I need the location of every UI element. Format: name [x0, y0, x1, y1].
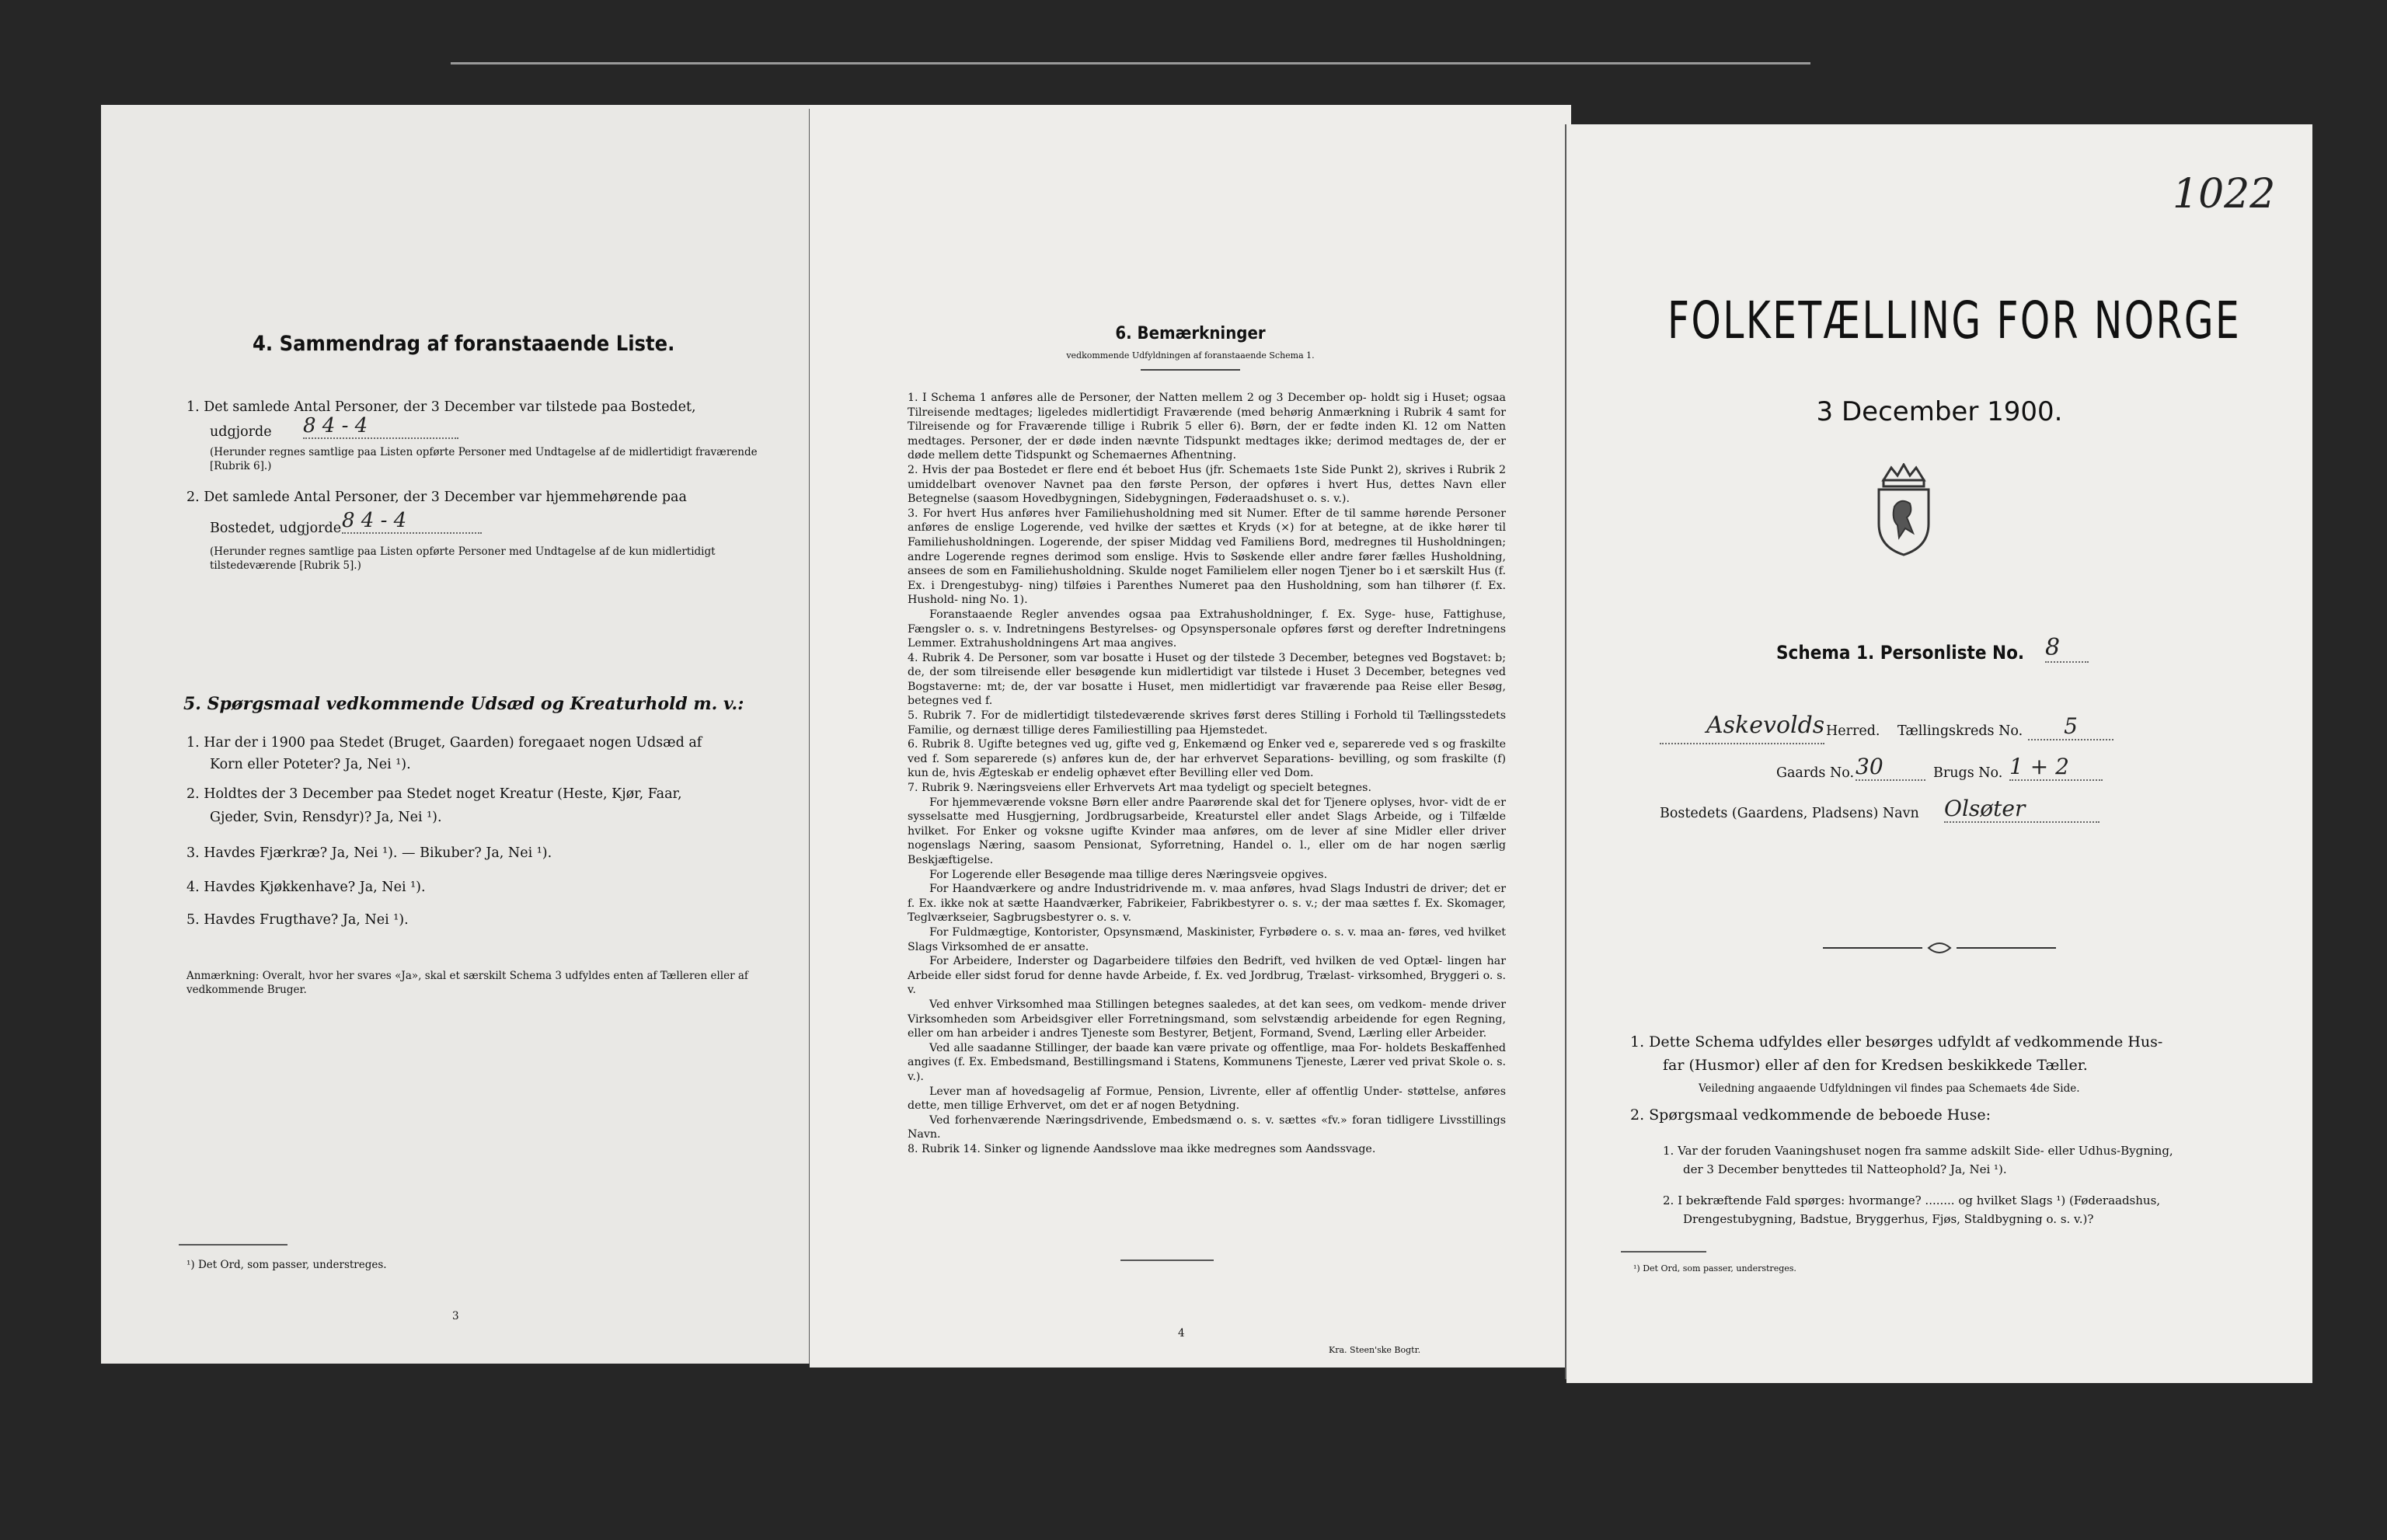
bosted-label: Bostedets (Gaardens, Pladsens) Navn: [1660, 806, 1919, 821]
instruction-1-guide: Veiledning angaaende Udfyldningen vil findes paa Schemaets 4de Side.: [1699, 1082, 2080, 1095]
question-1-answer: Korn eller Poteter? Ja, Nei ¹).: [210, 757, 411, 772]
remark-paragraph: 1. I Schema 1 anføres alle de Personer, der Natten mellem 2 og 3 December op- holdt sig i Huset; ogsaa Tilreisende medtages; ligeledes midlertidigt Fraværende (med behørig Anmærkning i Rubrik 4 samt for Tilreisende og for Fraværende tillige i Rubrik 5 eller 6). Børn, der er fødte inden Kl. 12 om Natten medtages. Personer, der er døde inden nævnte Tidspunkt medtages ikke; derimod medtages de, der er døde mellem dette Tidspunkt og Schemaernes Afhentning.: [908, 392, 1506, 462]
top-edge-rule: [451, 62, 1810, 64]
kreds-label: Tællingskreds No.: [1897, 723, 2023, 739]
census-date: 3 December 1900.: [1816, 396, 2063, 427]
herred-value: Askevolds: [1706, 712, 1825, 739]
remarks-subtitle: vedkommende Udfyldningen af foranstaaende Schema 1.: [1066, 350, 1315, 361]
page-number-left: 3: [452, 1310, 459, 1322]
brugs-label: Brugs No.: [1933, 765, 2003, 781]
summary-item-1-label: udgjorde: [210, 424, 272, 440]
brugs-value: 1 + 2: [2009, 754, 2103, 781]
remarks-title: 6. Bemærkninger: [1115, 324, 1266, 343]
question-4: 4. Havdes Kjøkkenhave? Ja, Nei ¹).: [186, 880, 426, 895]
house-question-2-cont: Drengestubygning, Badstue, Bryggerhus, Fjøs, Staldbygning o. s. v.)?: [1683, 1212, 2094, 1226]
schema-label: Schema 1. Personliste No.: [1776, 642, 2025, 664]
summary-item-2-note: (Herunder regnes samtlige paa Listen opførte Personer med Undtagelse af de kun midlertidigt tilstedeværende [Rubrik 5].): [210, 545, 716, 572]
page-left: [101, 105, 824, 1364]
remark-paragraph: 6. Rubrik 8. Ugifte betegnes ved ug, gifte ved g, Enkemænd og Enker ved e, separerede ved s og fraskilte ved f. Som separerede (s) anføres kun de, der har erhvervet Separations- bevilling, og som fraskilte (f) kun de, hvis Ægteskab er endelig ophævet efter Bevilling eller ved Dom.: [908, 738, 1506, 780]
remark-paragraph: 2. Hvis der paa Bostedet er flere end ét beboet Hus (jfr. Schemaets 1ste Side Punkt 2), skrives i Rubrik 2 umiddelbart ovenover Navnet paa den første Person, der opføres i hvert Hus, dettes Navn eller Betegnelse (saasom Hovedbygningen, Sidebygningen, Føderaadshuset o. s. v.).: [908, 463, 1506, 506]
printer-imprint: Kra. Steen'ske Bogtr.: [1329, 1345, 1421, 1355]
section5-title: 5. Spørgsmaal vedkommende Udsæd og Kreaturhold m. v.:: [183, 694, 744, 714]
main-title: FOLKETÆLLING FOR NORGE: [1667, 291, 2242, 350]
remark-paragraph: For Haandværkere og andre Industridrivende m. v. maa anføres, hvad Slags Industri de driver; det er f. Ex. ikke nok at sætte Haandværker, Fabrikeier, Fabrikbestyrer o. s. v.; der maa sættes f. Ex. Skomager, Teglværkseier, Sagbrugsbestyrer o. s. v.: [908, 883, 1506, 925]
footnote-rule: [179, 1244, 287, 1246]
remarks-list: [908, 391, 1506, 1156]
summary-item-1-value: 8 4 - 4: [303, 414, 458, 439]
remark: Anmærkning: Overalt, hvor her svares «Ja», skal et særskilt Schema 3 udfyldes enten af Tælleren eller af vedkommende Bruger.: [186, 970, 748, 996]
personliste-number: 8: [2045, 634, 2089, 663]
question-2-answer: Gjeder, Svin, Rensdyr)? Ja, Nei ¹).: [210, 810, 442, 825]
gaards-label: Gaards No.: [1776, 765, 1855, 781]
question-2: 2. Holdtes der 3 December paa Stedet noget Kreatur (Heste, Kjør, Faar,: [186, 786, 682, 802]
question-3: 3. Havdes Fjærkræ? Ja, Nei ¹). — Bikuber? Ja, Nei ¹).: [186, 845, 552, 861]
footnote-right: ¹) Det Ord, som passer, understreges.: [1633, 1263, 1796, 1273]
end-rule: [1120, 1260, 1214, 1261]
question-1: 1. Har der i 1900 paa Stedet (Bruget, Gaarden) foregaaet nogen Udsæd af: [186, 735, 702, 751]
kreds-value: 5: [2028, 713, 2113, 740]
summary-item-2-label: Bostedet, udgjorde: [210, 521, 342, 536]
ornament-divider: [1823, 939, 2056, 957]
remark-paragraph: For Logerende eller Besøgende maa tillige deres Næringsveie opgives.: [929, 868, 1328, 881]
subtitle-rule: [1141, 369, 1240, 371]
question-5: 5. Havdes Frugthave? Ja, Nei ¹).: [186, 912, 409, 928]
bosted-value: Olsøter: [1944, 796, 2100, 823]
gaards-value: 30: [1856, 754, 1925, 781]
house-question-2: 2. I bekræftende Fald spørges: hvormange? ........ og hvilket Slags ¹) (Føderaadshus,: [1663, 1193, 2161, 1207]
page-number-middle: 4: [1178, 1327, 1185, 1340]
remark-paragraph: 4. Rubrik 4. De Personer, som var bosatte i Huset og der tilstede 3 December, betegnes ved Bogstavet: b; de, der som tilreisende eller besøgende kun midlertidigt var tilstede i Huset 3 December, betegnes ved Bogstaverne: mt; de, der var bosatte i Huset, men midlertidigt var fraværende paa Reise eller Besøg, betegnes ved f.: [908, 651, 1506, 708]
remark-paragraph: For Arbeidere, Inderster og Dagarbeidere tilføies den Bedrift, ved hvilken de ved Optæl- lingen har Arbeide eller sidst forud for denne havde Arbeide, f. Ex. ved Jordbrug, Trælast- virksomhed, Bryggeri o. s. v.: [908, 955, 1506, 997]
house-question-1: 1. Var der foruden Vaaningshuset nogen fra samme adskilt Side- eller Udhus-Bygning,: [1663, 1144, 2173, 1158]
herred-leader: [1660, 741, 1824, 744]
section4-title: 4. Sammendrag af foranstaaende Liste.: [253, 332, 675, 356]
remark-paragraph: 8. Rubrik 14. Sinker og lignende Aandsslove maa ikke medregnes som Aandssvage.: [908, 1142, 1376, 1155]
footnote-rule-right: [1621, 1251, 1706, 1253]
remark-paragraph: Ved forhenværende Næringsdrivende, Embedsmænd o. s. v. sættes «fv.» foran tidligere Livsstillings Navn.: [908, 1113, 1506, 1141]
remark-paragraph: Ved alle saadanne Stillinger, der baade kan være private og offentlige, maa For- holdets Beskaffenhed angives (f. Ex. Embedsmand, Bestillingsmand i Statens, Kommunens Tjeneste, Lærer ved privat Skole o. s. v.).: [908, 1041, 1506, 1083]
remark-paragraph: For Fuldmægtige, Kontorister, Opsynsmænd, Maskinister, Fyrbødere o. s. v. maa an- føres, ved hvilket Slags Virksomhed de er ansatte.: [908, 925, 1506, 953]
remark-paragraph: 5. Rubrik 7. For de midlertidigt tilstedeværende skrives først deres Stilling i Forhold til Tællingsstedets Familie, og dernæst tillige deres Familiestilling paa Hjemstedet.: [908, 709, 1506, 737]
page-middle: [810, 105, 1571, 1368]
remark-paragraph: 3. For hvert Hus anføres hver Familiehusholdning med sit Numer. Efter de til samme hørende Personer anføres de enslige Logerende, ved hvilke der sættes et Kryds (×) for at betegne, at de ikke hører til Familiehusholdningen. Logerende, der spiser Middag ved Familiens Bord, medregnes til Husholdningen; andre Logerende regnes derimod som enslige. Hvis to Søskende eller andre fører fælles Husholdning, ansees de som en Familiehusholdning. Skulde noget Familielem eller nogen Tjener bo i et særskilt Hus (f. Ex. i Drengestubyg- ning) tilføies i Parenthes Numeret paa den Husholdning, som han tilhører (f. Ex. Hushold- ning No. 1).: [908, 507, 1506, 607]
remark-paragraph: Lever man af hovedsagelig af Formue, Pension, Livrente, eller af offentlig Under- støttelse, anføres dette, men tillige Erhvervet, om det er af nogen Betydning.: [908, 1085, 1506, 1113]
page-right: [1566, 124, 2312, 1383]
herred-label: Herred.: [1826, 723, 1880, 739]
instruction-1: 1. Dette Schema udfyldes eller besørges udfyldt af vedkommende Hus-: [1630, 1033, 2163, 1050]
summary-item-2-value: 8 4 - 4: [342, 509, 482, 534]
instruction-2: 2. Spørgsmaal vedkommende de beboede Huse:: [1630, 1106, 1991, 1124]
summary-item-1: 1. Det samlede Antal Personer, der 3 December var tilstede paa Bostedet,: [186, 399, 696, 415]
remark-paragraph: 7. Rubrik 9. Næringsveiens eller Erhvervets Art maa tydeligt og specielt betegnes.: [908, 782, 1371, 795]
summary-item-1-note: (Herunder regnes samtlige paa Listen opførte Personer med Undtagelse af de midlertidigt fraværende [Rubrik 6].): [210, 446, 758, 472]
remark-paragraph: For hjemmeværende voksne Børn eller andre Paarørende skal det for Tjenere oplyses, hvor- vidt de er sysselsatte med Husgjerning, Jordbrugsarbeide, Kreaturstel eller andet Slags Arbeide, og i Tilfælde hvilket. For Enker og voksne ugifte Kvinder maa anføres, om de lever af sine Midler eller driver nogenslags Næring, saasom Pensionat, Syforretning, Handel o. l., eller om de har nogen særlig Beskjæftigelse.: [908, 796, 1506, 866]
remark-paragraph: Ved enhver Virksomhed maa Stillingen betegnes saaledes, at det kan sees, om vedkom- mende driver Virksomheden som Arbeidsgiver eller Forretningsmand, som selvstændig arbeidende for egen Regning, eller om han arbeider i andres Tjeneste som Bestyrer, Betjent, Formand, Svend, Lærling eller Arbeider.: [908, 998, 1506, 1040]
summary-item-2: 2. Det samlede Antal Personer, der 3 December var hjemmehørende paa: [186, 490, 687, 505]
instruction-1-cont: far (Husmor) eller af den for Kredsen beskikkede Tæller.: [1663, 1057, 2088, 1074]
house-question-1-answer: der 3 December benyttedes til Natteophold? Ja, Nei ¹).: [1683, 1162, 2007, 1176]
archive-number: 1022: [2173, 171, 2276, 218]
footnote: ¹) Det Ord, som passer, understreges.: [186, 1259, 387, 1271]
remark-paragraph: Foranstaaende Regler anvendes ogsaa paa Extrahusholdninger, f. Ex. Syge- huse, Fattighuse, Fængsler o. s. v. Indretningens Bestyrelses- og Opsynspersonale opføres først og derefter Indretningens Lemmer. Extrahusholdningens Art maa angives.: [908, 608, 1506, 650]
coat-of-arms-icon: [1868, 463, 1939, 556]
